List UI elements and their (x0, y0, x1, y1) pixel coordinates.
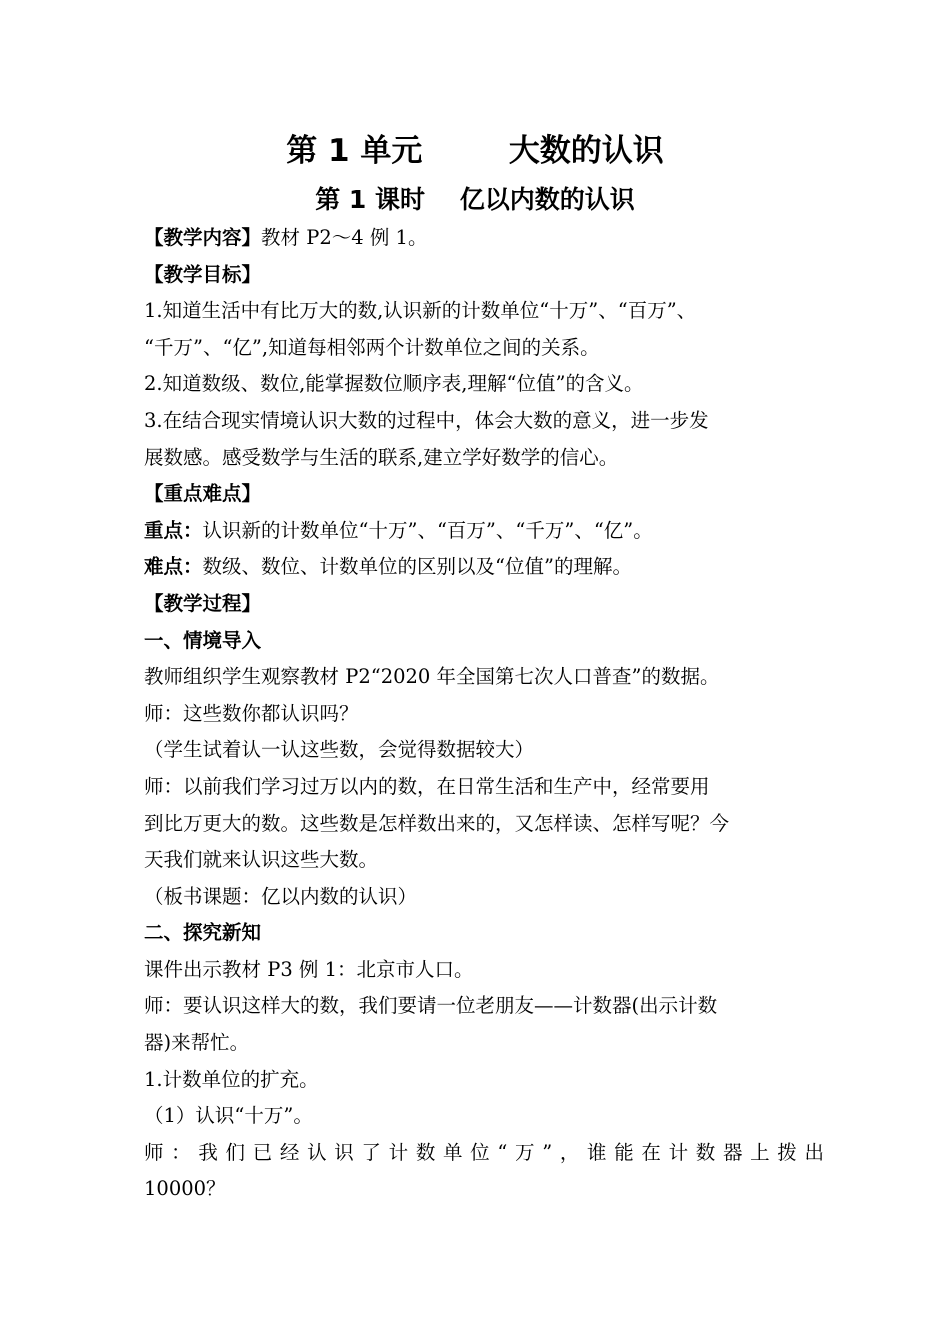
section2-line: （1）认识“十万”。 (144, 1104, 313, 1128)
goal-line: 1.知道生活中有比万大的数,认识新的计数单位“十万”、“百万”、 (144, 299, 697, 323)
goal-line: 展数感。感受数学与生活的联系,建立学好数学的信心。 (144, 445, 619, 469)
section2-line: 师：我们已经认识了计数单位“万”，谁能在计数器上拨出 (144, 1140, 824, 1164)
teaching-content-label: 【教学内容】 (144, 226, 262, 249)
section1-line: 天我们就来认识这些大数。 (144, 848, 379, 872)
lesson-title: 第 1 课时 亿以内数的认识 (315, 185, 635, 214)
section1-heading: 一、情境导入 (144, 628, 262, 652)
difficult-label: 难点： (144, 555, 203, 579)
section2-line: 师：要认识这样大的数，我们要请一位老朋友——计数器(出示计数 (144, 994, 718, 1018)
section2-line: 1.计数单位的扩充。 (144, 1067, 319, 1091)
section2-line: 10000？ (144, 1177, 226, 1201)
teaching-content-text: 教材 P2～4 例 1。 (261, 226, 428, 249)
key-points-heading: 【重点难点】 (144, 482, 262, 506)
section1-line: 师：这些数你都认识吗？ (144, 701, 359, 725)
section2-heading: 二、探究新知 (144, 921, 262, 945)
unit-title: 第 1 单元 大数的认识 (286, 133, 664, 169)
document-body (144, 220, 824, 1208)
key-point-line (144, 513, 824, 550)
section1-line: 师：以前我们学习过万以内的数，在日常生活和生产中，经常要用 (144, 774, 710, 798)
goal-line: 2.知道数级、数位,能掌握数位顺序表,理解“位值”的含义。 (144, 372, 644, 396)
goal-line: “千万”、“亿”,知道每相邻两个计数单位之间的关系。 (144, 335, 600, 359)
teaching-content-line (144, 220, 824, 257)
section1-line: 教师组织学生观察教材 P2“2020 年全国第七次人口普查”的数据。 (144, 665, 720, 689)
goal-line: 3.在结合现实情境认识大数的过程中，体会大数的意义，进一步发 (144, 408, 709, 432)
key-text: 认识新的计数单位“十万”、“百万”、“千万”、“亿”。 (202, 518, 653, 542)
section2-line: 器)来帮忙。 (144, 1031, 250, 1055)
key-label: 重点： (144, 518, 203, 542)
difficult-text: 数级、数位、计数单位的区别以及“位值”的理解。 (202, 555, 632, 579)
section2-line: 课件出示教材 P3 例 1：北京市人口。 (144, 957, 474, 981)
goals-heading: 【教学目标】 (144, 262, 262, 286)
section1-line: （板书课题：亿以内数的认识） (144, 884, 418, 908)
process-heading: 【教学过程】 (144, 591, 262, 615)
section1-line: （学生试着认一认这些数，会觉得数据较大） (144, 738, 535, 762)
section1-line: 到比万更大的数。这些数是怎样数出来的，又怎样读、怎样写呢？今 (144, 811, 730, 835)
difficult-point-line (144, 549, 824, 586)
